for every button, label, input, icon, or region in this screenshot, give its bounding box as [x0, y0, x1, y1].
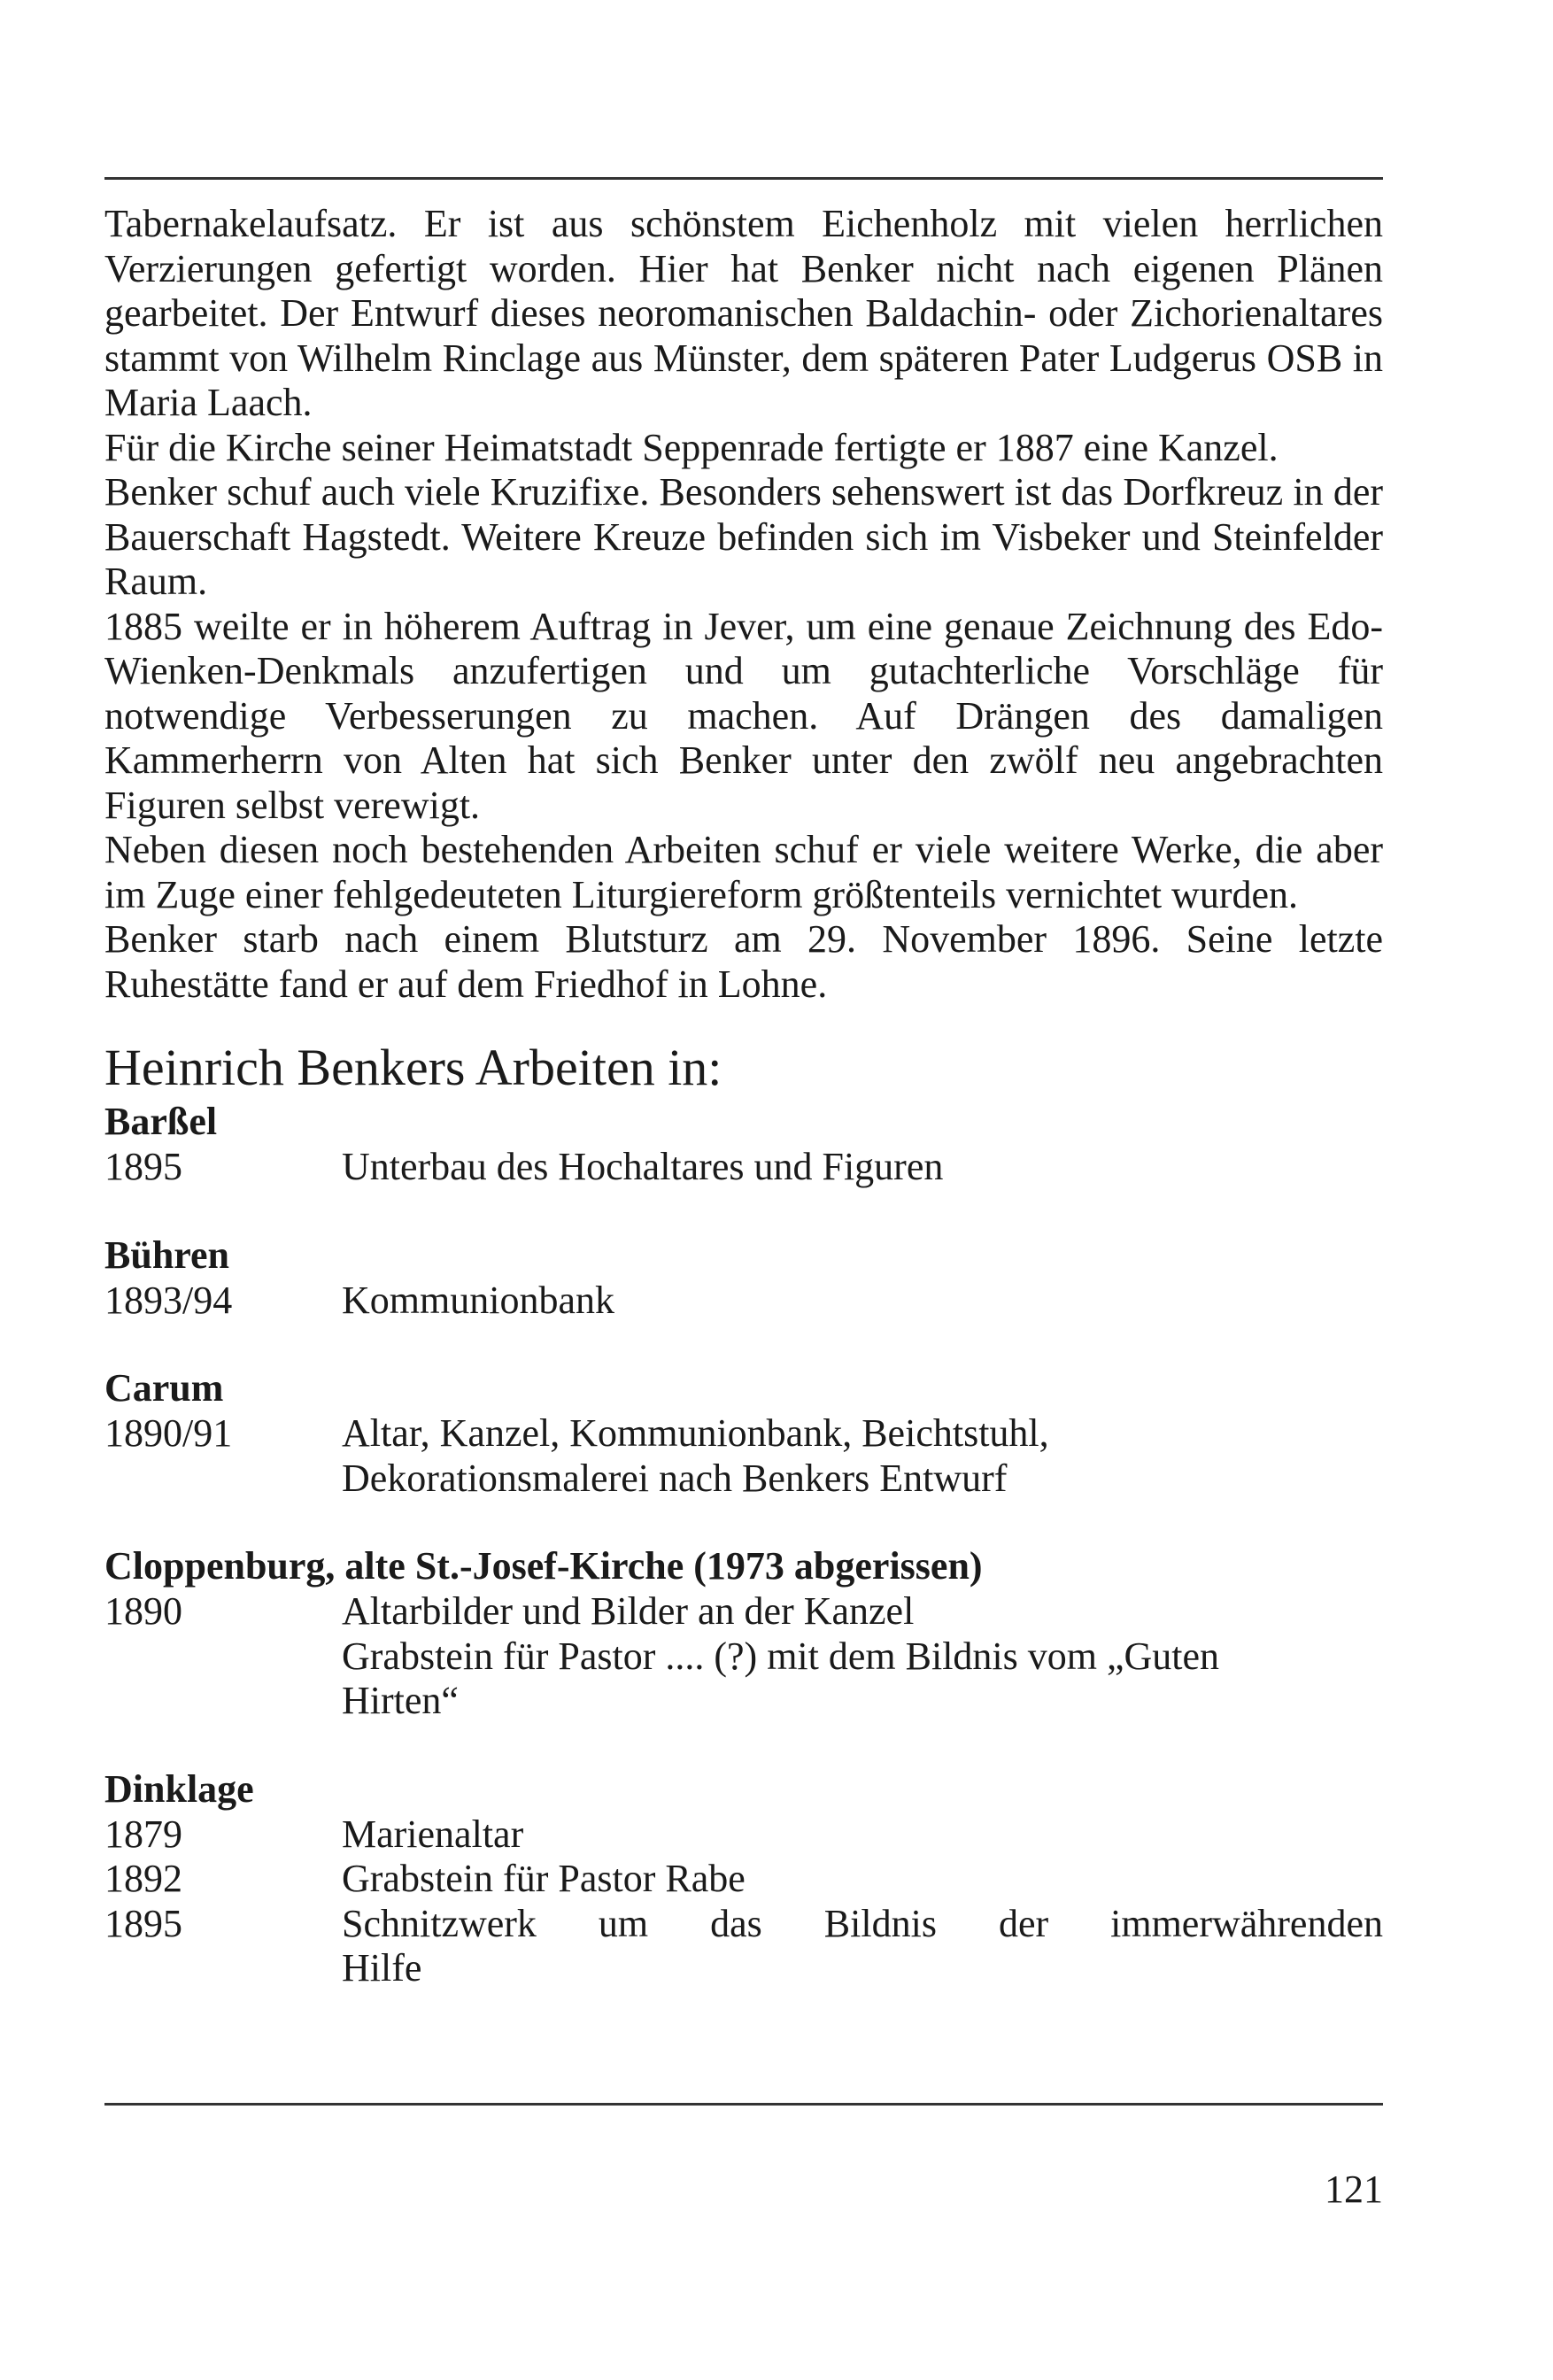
place-name: Cloppenburg, alte St.-Josef-Kirche (1973 abgerissen): [104, 1544, 983, 1588]
paragraph: Neben diesen noch bestehenden Arbeiten schuf er viele weitere Werke, die aber im Zuge einer fehlgedeuteten Liturgiereform größtenteils vernichtet wurden.: [104, 828, 1383, 916]
place-section: [104, 1365, 1383, 1501]
work-line: Grabstein für Pastor Rabe: [342, 1857, 746, 1900]
work-entry: [104, 1145, 1383, 1190]
work-description: [342, 1411, 1383, 1501]
work-line: Dekorationsmalerei nach Benkers Entwurf: [342, 1456, 1008, 1500]
place-section: [104, 1232, 1383, 1324]
work-year: 1895: [104, 1901, 182, 1945]
work-description: [342, 1145, 1383, 1190]
work-line: Grabstein für Pastor .... (?) mit dem Bildnis vom „Guten: [342, 1634, 1220, 1678]
paragraph: Tabernakelaufsatz. Er ist aus schönstem Eichenholz mit vielen herrlichen Verzierungen gefertigt worden. Hier hat Benker nicht nach eigenen Plänen gearbeitet. Der Entwurf dieses neoromanischen Baldachin- oder Zichorienaltares stammt von Wilhelm Rinclage aus Münster, dem späteren Pater Ludgerus OSB in Maria Laach.: [104, 202, 1383, 424]
work-line: Schnitzwerk um das Bildnis der immerwährenden: [342, 1901, 1383, 1945]
bottom-rule: [104, 2103, 1383, 2106]
work-line: Hilfe: [342, 1946, 422, 1990]
paragraph: Benker starb nach einem Blutsturz am 29. November 1896. Seine letzte Ruhestätte fand er auf dem Friedhof in Lohne.: [104, 917, 1383, 1006]
page-content: [104, 202, 1383, 1991]
work-entry: [104, 1812, 1383, 1858]
place-name: Dinklage: [104, 1766, 254, 1811]
work-description: [342, 1812, 1383, 1858]
work-entry: [104, 1279, 1383, 1324]
work-line: Altarbilder und Bilder an der Kanzel: [342, 1589, 915, 1633]
place-section: [104, 1099, 1383, 1190]
works-heading: Heinrich Benkers Arbeiten in:: [104, 1039, 722, 1096]
top-rule: [104, 177, 1383, 180]
work-entry: [104, 1857, 1383, 1902]
work-entry: [104, 1902, 1383, 1991]
place-name: Bühren: [104, 1232, 230, 1277]
work-line: Kommunionbank: [342, 1278, 614, 1322]
paragraph: 1885 weilte er in höherem Auftrag in Jever, um eine genaue Zeichnung des Edo-Wienken-Denkmals anzufertigen und um gutachterliche Vorschläge für notwendige Verbesserungen zu machen. Auf Drängen des damaligen Kammerherrn von Alten hat sich Benker unter den zwölf neu angebrachten Figuren selbst verewigt.: [104, 604, 1383, 827]
work-entry: [104, 1411, 1383, 1501]
work-year: 1895: [104, 1145, 182, 1188]
paragraph: Für die Kirche seiner Heimatstadt Seppenrade fertigte er 1887 eine Kanzel.: [104, 425, 1279, 469]
place-section: [104, 1766, 1383, 1991]
work-description: [342, 1279, 1383, 1324]
paragraph: Benker schuf auch viele Kruzifixe. Besonders sehenswert ist das Dorfkreuz in der Bauerschaft Hagstedt. Weitere Kreuze befinden sich im Visbeker und Steinfelder Raum.: [104, 470, 1383, 603]
work-year: 1893/94: [104, 1278, 233, 1322]
work-year: 1890/91: [104, 1411, 233, 1455]
work-year: 1892: [104, 1857, 182, 1900]
place-name: Barßel: [104, 1100, 218, 1143]
work-year: 1879: [104, 1812, 182, 1856]
work-description: [342, 1857, 1383, 1902]
place-section: [104, 1543, 1383, 1724]
page-number: 121: [1325, 2168, 1383, 2211]
work-line: Marienaltar: [342, 1812, 524, 1856]
work-entry: [104, 1589, 1383, 1724]
work-description: [342, 1589, 1383, 1724]
work-description: [342, 1902, 1383, 1991]
work-line: Altar, Kanzel, Kommunionbank, Beichtstuhl,: [342, 1411, 1049, 1455]
place-name: Carum: [104, 1366, 224, 1410]
work-line: Unterbau des Hochaltares und Figuren: [342, 1145, 944, 1188]
work-line: Hirten“: [342, 1679, 459, 1722]
work-year: 1890: [104, 1589, 182, 1633]
